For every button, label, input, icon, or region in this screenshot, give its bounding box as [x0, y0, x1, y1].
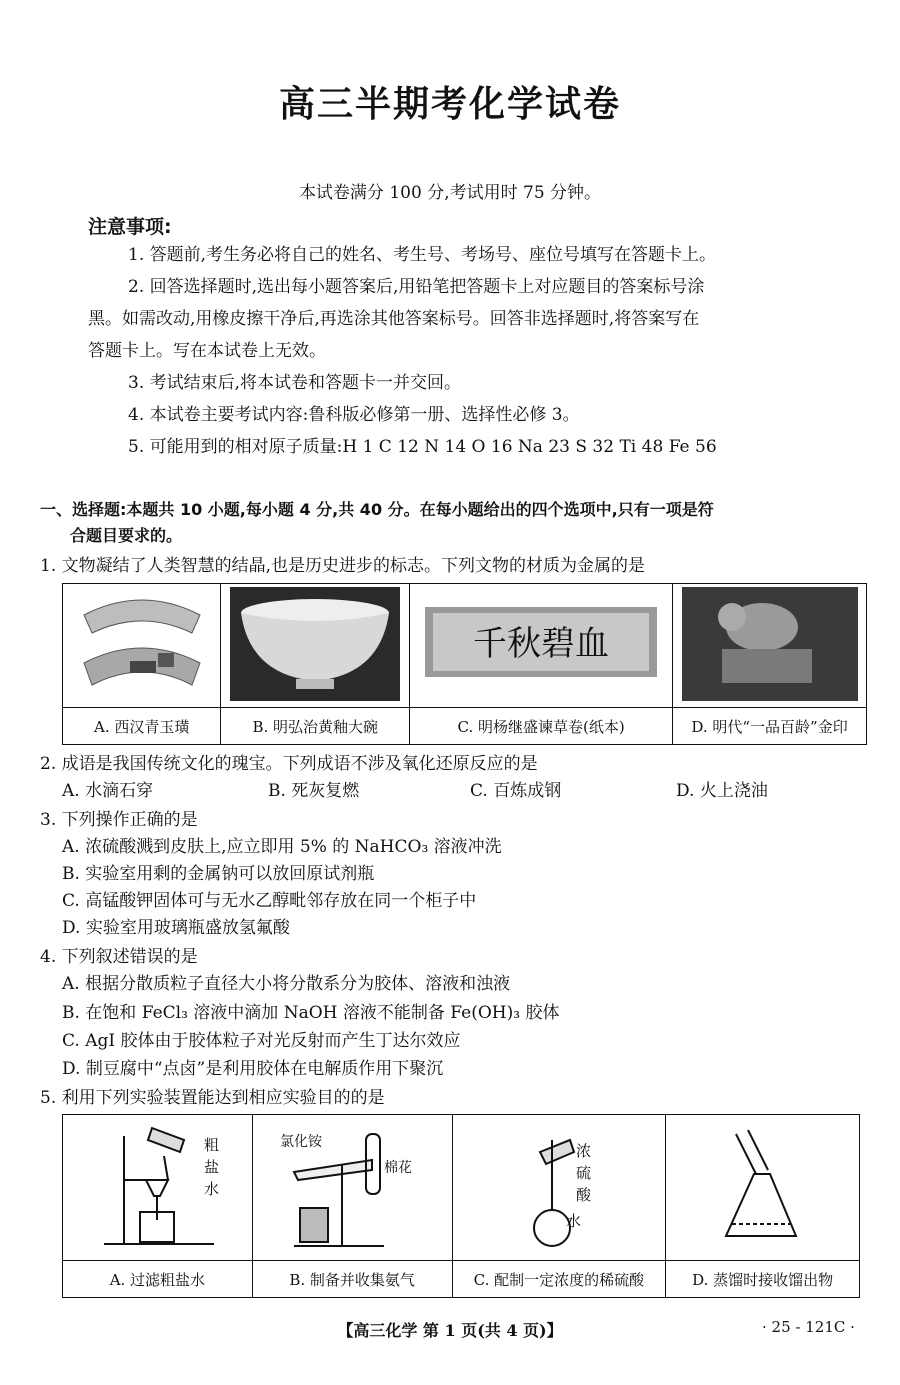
notice-item-2-cont2: 答题卡上。写在本试卷上无效。	[88, 341, 326, 361]
calligraphy-scroll-image	[410, 584, 673, 708]
question-3-stem: 3. 下列操作正确的是	[40, 810, 198, 830]
filtration-apparatus-diagram	[63, 1115, 253, 1261]
question-5-stem: 5. 利用下列实验装置能达到相应实验目的的是	[40, 1088, 385, 1108]
label-cotton: 棉花	[384, 1159, 413, 1176]
q5-caption-a: A. 过滤粗盐水	[63, 1261, 253, 1298]
section-heading: 一、选择题:本题共 10 小题,每小题 4 分,共 40 分。在每小题给出的四个选项中,只有一项是符	[40, 500, 714, 519]
label-water-c: 水	[565, 1211, 581, 1230]
q1-caption-a: A. 西汉青玉璜	[63, 708, 221, 745]
label-sulfuric: 硫	[575, 1163, 591, 1182]
notice-heading: 注意事项:	[88, 216, 172, 238]
gold-seal-image	[673, 584, 867, 708]
q5-caption-c: C. 配制一定浓度的稀硫酸	[452, 1261, 666, 1298]
exam-code: · 25 - 121C ·	[762, 1318, 855, 1336]
q2-option-d: D. 火上浇油	[676, 781, 768, 801]
label-conc: 浓	[575, 1141, 591, 1160]
q3-option-d: D. 实验室用玻璃瓶盛放氢氟酸	[62, 918, 290, 938]
q3-option-c: C. 高锰酸钾固体可与无水乙醇毗邻存放在同一个柜子中	[62, 891, 477, 911]
page-footer: 【高三化学 第 1 页(共 4 页)】	[337, 1321, 563, 1340]
q1-caption-d: D. 明代“一品百龄”金印	[673, 708, 867, 745]
notice-item-3: 3. 考试结束后,将本试卷和答题卡一并交回。	[128, 373, 462, 393]
q3-option-b: B. 实验室用剩的金属钠可以放回原试剂瓶	[62, 864, 375, 884]
question-1-stem: 1. 文物凝结了人类智慧的结晶,也是历史进步的标志。下列文物的材质为金属的是	[40, 556, 646, 576]
notice-item-2-cont: 黑。如需改动,用橡皮擦干净后,再选涂其他答案标号。回答非选择题时,将答案写在	[88, 309, 700, 329]
q2-option-b: B. 死灰复燃	[268, 781, 360, 801]
q1-caption-b: B. 明弘治黄釉大碗	[221, 708, 410, 745]
q2-option-c: C. 百炼成钢	[470, 781, 562, 801]
q4-option-b: B. 在饱和 FeCl₃ 溶液中滴加 NaOH 溶液不能制备 Fe(OH)₃ 胶体	[62, 1003, 560, 1023]
notice-item-1: 1. 答题前,考生务必将自己的姓名、考生号、考场号、座位号填写在答题卡上。	[128, 245, 717, 265]
jade-huang-image	[63, 584, 221, 708]
q4-option-d: D. 制豆腐中“点卤”是利用胶体在电解质作用下聚沉	[62, 1059, 444, 1079]
distillation-receiver-diagram	[666, 1115, 860, 1261]
glazed-bowl-image	[221, 584, 410, 708]
question-2-stem: 2. 成语是我国传统文化的瑰宝。下列成语不涉及氧化还原反应的是	[40, 754, 538, 774]
scroll-calligraphy: 千秋碧血	[473, 623, 610, 664]
dilution-apparatus-diagram	[452, 1115, 666, 1261]
notice-item-5: 5. 可能用到的相对原子质量:H 1 C 12 N 14 O 16 Na 23 S 32 Ti 48 Fe 56	[128, 437, 717, 457]
q5-caption-b: B. 制备并收集氨气	[252, 1261, 452, 1298]
exam-info: 本试卷满分 100 分,考试用时 75 分钟。	[298, 183, 602, 203]
label-acid: 酸	[575, 1185, 591, 1204]
label-coarse: 粗	[204, 1135, 220, 1154]
section-heading-cont: 合题目要求的。	[70, 526, 183, 545]
q4-option-c: C. AgI 胶体由于胶体粒子对光反射而产生丁达尔效应	[62, 1031, 461, 1051]
q3-option-a: A. 浓硫酸溅到皮肤上,应立即用 5% 的 NaHCO₃ 溶液冲洗	[62, 837, 502, 857]
q2-option-a: A. 水滴石穿	[62, 781, 154, 801]
q4-option-a: A. 根据分散质粒子直径大小将分散系分为胶体、溶液和浊液	[62, 974, 511, 994]
question-1-image-table	[62, 583, 867, 745]
label-ammonium-chloride: 氯化铵	[280, 1133, 323, 1150]
question-5-apparatus-table	[62, 1114, 860, 1298]
label-water: 水	[204, 1179, 220, 1198]
q5-caption-d: D. 蒸馏时接收馏出物	[666, 1261, 860, 1298]
notice-item-2: 2. 回答选择题时,选出每小题答案后,用铅笔把答题卡上对应题目的答案标号涂	[128, 277, 705, 297]
page-title: 高三半期考化学试卷	[278, 84, 621, 125]
question-4-stem: 4. 下列叙述错误的是	[40, 947, 198, 967]
notice-item-4: 4. 本试卷主要考试内容:鲁科版必修第一册、选择性必修 3。	[128, 405, 580, 425]
label-salt: 盐	[204, 1157, 220, 1176]
ammonia-apparatus-diagram	[252, 1115, 452, 1261]
q1-caption-c: C. 明杨继盛谏草卷(纸本)	[410, 708, 673, 745]
